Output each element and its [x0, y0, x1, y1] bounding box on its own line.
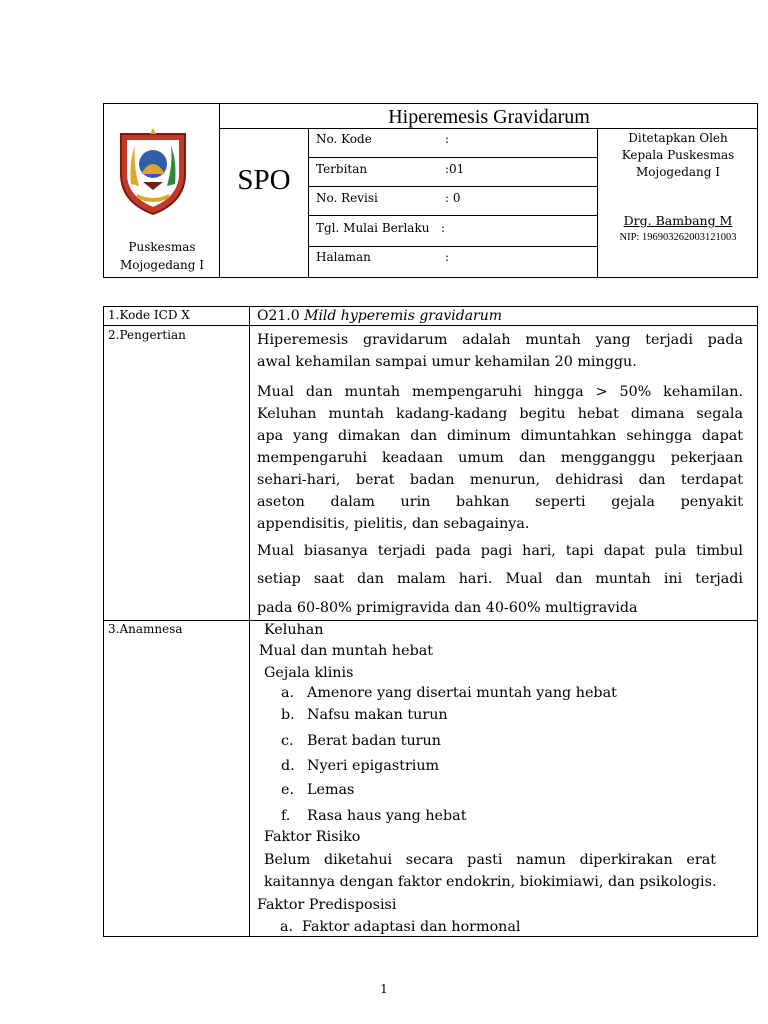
approval-line-2: Kepala Puskesmas	[621, 148, 735, 162]
icd-description: Mild hyperemis gravidarum	[304, 308, 503, 324]
text-line: sehari-hari, berat badan menurun, dehidrasi dan terdapat	[257, 472, 743, 488]
divider	[308, 186, 597, 187]
list-item: c. Berat badan turun	[281, 733, 441, 749]
text-line: awal kehamilan sampai umur kehamilan 20 minggu.	[257, 354, 637, 370]
org-line-1: Puskesmas	[128, 240, 196, 254]
predisposisi-heading: Faktor Predisposisi	[257, 897, 397, 913]
list-item: e. Lemas	[281, 782, 355, 798]
text-line: setiap saat dan malam hari. Mual dan muntah ini terjadi	[257, 571, 743, 587]
list-item: b. Nafsu makan turun	[281, 707, 448, 723]
document-type: SPO	[237, 164, 291, 196]
approval-block	[598, 130, 758, 181]
divider	[308, 157, 597, 158]
org-line-2: Mojogedang I	[119, 258, 205, 272]
divider	[249, 306, 250, 937]
approval-line-1: Ditetapkan Oleh	[628, 131, 728, 145]
row-label-icd: 1.Kode ICD X	[108, 308, 190, 322]
row-label-pengertian: 2.Pengertian	[108, 328, 186, 342]
divider	[308, 128, 309, 278]
divider	[219, 128, 758, 129]
document-title: Hiperemesis Gravidarum	[388, 106, 590, 128]
text-line: kaitannya dengan faktor endokrin, biokimiawi, dan psikologis.	[264, 874, 717, 890]
list-item: f. Rasa haus yang hebat	[281, 808, 467, 824]
text-line: Hiperemesis gravidarum adalah muntah yang terjadi pada	[257, 332, 743, 348]
pengertian-paragraph-2	[257, 381, 743, 535]
field-label-no-kode: No. Kode	[316, 132, 372, 146]
text-line: Belum diketahui secara pasti namun diperkirakan erat	[264, 852, 716, 868]
text-line: Mual biasanya terjadi pada pagi hari, tapi dapat pula timbul	[257, 543, 743, 559]
list-item: a. Faktor adaptasi dan hormonal	[280, 919, 521, 935]
field-label-no-revisi: No. Revisi	[316, 191, 378, 205]
text-line: Mual dan muntah mempengaruhi hingga > 50% kehamilan.	[257, 384, 743, 400]
list-item: a. Amenore yang disertai muntah yang hebat	[281, 685, 617, 701]
pengertian-paragraph-1	[257, 329, 743, 373]
field-label-halaman: Halaman	[316, 250, 371, 264]
field-value-no-kode: :	[445, 132, 450, 146]
row-label-anamnesa: 3.Anamnesa	[108, 622, 183, 636]
field-value-terbitan: :01	[445, 162, 465, 176]
keluhan-text: Mual dan muntah hebat	[259, 643, 433, 659]
approval-line-3: Mojogedang I	[635, 165, 721, 179]
field-label-tgl-mulai: Tgl. Mulai Berlaku	[316, 221, 430, 235]
text-line: apa yang dimakan dan diminum dimuntahkan sehingga dapat	[257, 428, 743, 444]
text-line: aseton dalam urin bahkan seperti gejala penyakit	[257, 494, 743, 510]
list-item: d. Nyeri epigastrium	[281, 758, 440, 774]
text-line: Keluhan muntah kadang-kadang begitu hebat dimana segala	[257, 406, 743, 422]
signer-nip: NIP: 196903262003121003	[619, 232, 737, 243]
text-line: pada 60-80% primigravida dan 40-60% multigravida	[257, 600, 638, 616]
icd-value	[257, 305, 502, 327]
signer-name: Drg. Bambang M	[623, 213, 733, 228]
pengertian-paragraph-3	[257, 540, 743, 619]
page-number: 1	[380, 982, 388, 996]
keluhan-heading: Keluhan	[264, 622, 324, 638]
field-label-terbitan: Terbitan	[316, 162, 368, 176]
field-value-no-revisi: : 0	[445, 191, 461, 205]
risiko-paragraph	[264, 849, 716, 893]
risiko-heading: Faktor Risiko	[264, 829, 361, 845]
text-line: mempengaruhi keadaan umum dan mengganggu pekerjaan	[257, 450, 743, 466]
field-value-tgl-mulai: :	[441, 221, 446, 235]
field-value-halaman: :	[445, 250, 450, 264]
regency-emblem-logo	[113, 124, 193, 216]
divider	[308, 246, 597, 247]
text-line: appendisitis, pielitis, dan sebagainya.	[257, 516, 530, 532]
divider	[308, 215, 597, 216]
organization-name	[104, 238, 220, 274]
gejala-heading: Gejala klinis	[264, 665, 354, 681]
divider	[103, 620, 758, 621]
icd-code: O21.0	[257, 308, 300, 324]
